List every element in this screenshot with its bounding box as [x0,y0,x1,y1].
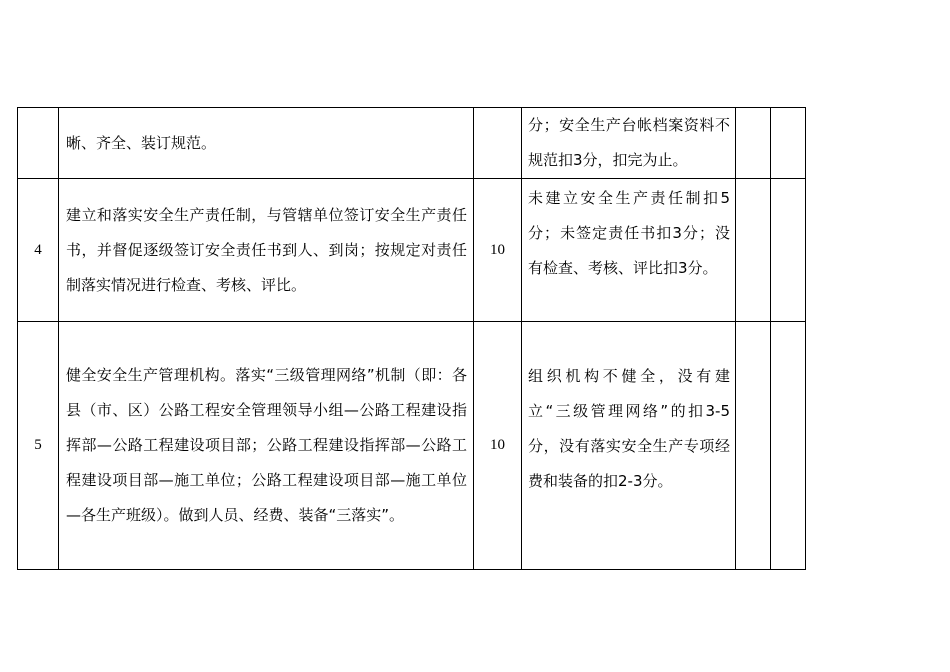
criteria-cell [522,179,736,322]
content-cell [59,322,474,570]
empty-cell [736,322,771,570]
empty-cell [736,179,771,322]
assessment-table [17,107,806,570]
empty-cell [736,108,771,179]
row-number-cell: 4 [18,179,59,322]
score-cell [474,108,522,179]
criteria-text: 未建立安全生产责任制扣5分；未签定责任书扣3分；没有检查、考核、评比扣3分。 [528,189,730,277]
criteria-cell [522,108,736,179]
criteria-text: 组织机构不健全，没有建立“三级管理网络”的扣3-5分，没有落实安全生产专项经费和装备的扣2-3分。 [528,367,730,490]
empty-cell [771,108,806,179]
score-cell: 10 [474,322,522,570]
content-text: 建立和落实安全生产责任制，与管辖单位签订安全生产责任书，并督促逐级签订安全责任书到人、到岗；按规定对责任制落实情况进行检查、考核、评比。 [66,205,467,294]
row-number-cell: 5 [18,322,59,570]
criteria-text: 分；安全生产台帐档案资料不规范扣3分，扣完为止。 [528,116,730,169]
score-cell: 10 [474,179,522,322]
row-number-cell [18,108,59,179]
content-cell [59,108,474,179]
empty-cell [771,322,806,570]
content-cell [59,179,474,322]
empty-cell [771,179,806,322]
table-row [18,108,806,179]
criteria-cell [522,322,736,570]
table-row [18,179,806,322]
table-row [18,322,806,570]
content-text: 晰、齐全、装订规范。 [66,133,217,152]
content-text: 健全安全生产管理机构。落实“三级管理网络”机制（即：各县（市、区）公路工程安全管理领导小组—公路工程建设指挥部—公路工程建设项目部；公路工程建设指挥部—公路工程建设项目部—施工单位；公路工程建设项目部—施工单位—各生产班级）。做到人员、经费、装备“三落实”。 [66,366,467,524]
